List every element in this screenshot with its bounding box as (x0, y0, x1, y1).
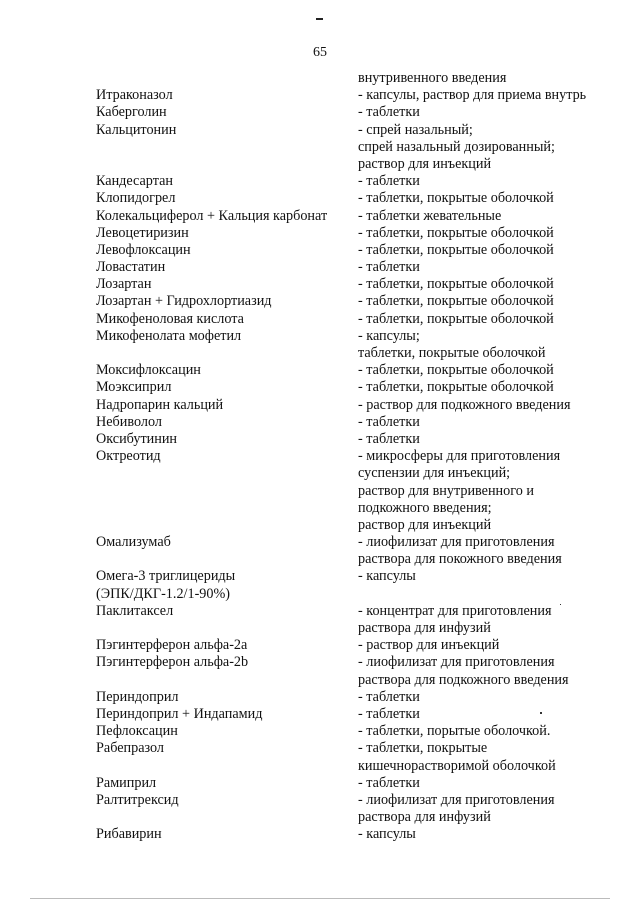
drug-name: Микофенолата мофетил (96, 327, 242, 344)
dosage-form: - таблетки, покрытые оболочкой (358, 241, 554, 258)
list-row (0, 431, 640, 448)
drug-name: Кандесартан (96, 173, 173, 190)
dosage-form: - лиофилизат для приготовления (358, 654, 555, 671)
drug-name: Омализумаб (96, 534, 171, 551)
list-row (0, 448, 640, 465)
dosage-form: - таблетки (358, 413, 420, 430)
list-row (0, 156, 640, 173)
drug-name: Микофеноловая кислота (96, 310, 244, 327)
list-row (0, 534, 640, 551)
list-row (0, 379, 640, 396)
dosage-form: - концентрат для приготовления (358, 602, 552, 619)
list-row (0, 740, 640, 757)
list-row (0, 637, 640, 654)
list-row (0, 397, 640, 414)
dosage-form: - таблетки жевательные (358, 207, 502, 224)
dosage-form: раствор для инъекций (358, 516, 492, 533)
dosage-form: - капсулы, раствор для приема внутрь (358, 87, 587, 104)
scan-speck (540, 712, 542, 714)
drug-name: Небиволол (96, 413, 162, 430)
dosage-form: - лиофилизат для приготовления (358, 791, 555, 808)
list-row (0, 706, 640, 723)
dosage-form: - таблетки, покрытые оболочкой (358, 190, 554, 207)
dosage-form: - таблетки, покрытые оболочкой (358, 379, 554, 396)
dosage-form: спрей назальный дозированный; (358, 138, 555, 155)
list-row (0, 276, 640, 293)
drug-name: Пэгинтерферон альфа-2а (96, 637, 248, 654)
dosage-form: - таблетки, покрытые (358, 740, 488, 757)
dosage-form: - капсулы (358, 826, 416, 843)
drug-name: Пефлоксацин (96, 723, 178, 740)
list-row (0, 689, 640, 706)
dosage-form: - таблетки (358, 688, 420, 705)
dosage-form: - таблетки, покрытые оболочкой (358, 224, 554, 241)
drug-name: Рибавирин (96, 826, 162, 843)
drug-name: Левоцетиризин (96, 224, 189, 241)
drug-name: Периндоприл + Индапамид (96, 705, 263, 722)
list-row (0, 792, 640, 809)
list-row (0, 620, 640, 637)
drug-name: Ралтитрексид (96, 791, 179, 808)
dosage-form: - таблетки, покрытые оболочкой (358, 276, 554, 293)
list-row (0, 568, 640, 585)
drug-name: Рабепразол (96, 740, 165, 757)
dosage-form: внутривенного введения (358, 70, 507, 86)
list-row (0, 809, 640, 826)
drug-name: Ловастатин (96, 259, 166, 276)
dosage-form: - таблетки, покрытые оболочкой (358, 362, 554, 379)
list-row (0, 345, 640, 362)
list-row (0, 775, 640, 792)
list-row (0, 586, 640, 603)
list-row (0, 654, 640, 671)
list-row (0, 723, 640, 740)
drug-list (0, 70, 640, 843)
list-row (0, 517, 640, 534)
dosage-form: раствора для подкожного введения (358, 671, 569, 688)
list-row (0, 328, 640, 345)
dosage-form: раствор для внутривенного и (358, 482, 534, 499)
dosage-form: - капсулы; (358, 327, 420, 344)
dosage-form: - таблетки, покрытые оболочкой (358, 310, 554, 327)
dosage-form: - микросферы для приготовления (358, 448, 561, 465)
dosage-form: - таблетки, покрытые оболочкой (358, 293, 554, 310)
list-row (0, 122, 640, 139)
list-row (0, 826, 640, 843)
list-row (0, 362, 640, 379)
drug-name: Моксифлоксацин (96, 362, 201, 379)
list-row (0, 311, 640, 328)
drug-name: Октреотид (96, 448, 161, 465)
dosage-form: суспензии для инъекций; (358, 465, 511, 482)
dosage-form: - таблетки (358, 104, 420, 121)
dosage-form: раствор для инъекций (358, 155, 492, 172)
dosage-form: - капсулы (358, 568, 416, 585)
list-row (0, 758, 640, 775)
drug-name: Паклитаксел (96, 602, 174, 619)
drug-name: Омега-3 триглицериды (96, 568, 236, 585)
drug-name: Рамиприл (96, 774, 157, 791)
drug-name: Левофлоксацин (96, 241, 191, 258)
list-row (0, 465, 640, 482)
dosage-form: раствора для инфузий (358, 809, 491, 826)
page-number: 65 (313, 45, 327, 60)
dosage-form: - таблетки (358, 430, 420, 447)
list-row (0, 672, 640, 689)
dosage-form: - спрей назальный; (358, 121, 473, 138)
list-row (0, 551, 640, 568)
list-row (0, 603, 640, 620)
list-row (0, 173, 640, 190)
drug-name: Кальцитонин (96, 121, 177, 138)
drug-name: Периндоприл (96, 688, 179, 705)
dosage-form: - таблетки (358, 705, 420, 722)
list-row (0, 293, 640, 310)
dosage-form: - лиофилизат для приготовления (358, 534, 555, 551)
dosage-form: - таблетки (358, 259, 420, 276)
dosage-form: кишечнорастворимой оболочкой (358, 757, 556, 774)
drug-name: Колекальциферол + Кальция карбонат (96, 207, 328, 224)
list-row (0, 70, 640, 87)
dosage-form: - раствор для инъекций (358, 637, 500, 654)
drug-name: Пэгинтерферон альфа-2b (96, 654, 249, 671)
drug-name: Клопидогрел (96, 190, 176, 207)
drug-name: Каберголин (96, 104, 167, 121)
list-row (0, 87, 640, 104)
drug-name: Итраконазол (96, 87, 173, 104)
dosage-form: подкожного введения; (358, 499, 492, 516)
dosage-form: таблетки, покрытые оболочкой (358, 345, 546, 361)
list-row (0, 104, 640, 121)
list-row (0, 483, 640, 500)
list-row (0, 242, 640, 259)
list-row (0, 190, 640, 207)
dosage-form: - раствор для подкожного введения (358, 396, 571, 413)
drug-name: (ЭПК/ДКГ-1.2/1-90%) (96, 585, 231, 602)
dosage-form: - таблетки, порытые оболочкой. (358, 723, 551, 740)
drug-name: Оксибутинин (96, 430, 178, 447)
list-row (0, 500, 640, 517)
drug-name: Моэксиприл (96, 379, 172, 396)
scan-edge-line (30, 898, 610, 899)
list-row (0, 139, 640, 156)
drug-name: Лозартан + Гидрохлортиазид (96, 293, 272, 310)
dosage-form: раствора для инфузий (358, 620, 491, 636)
list-row (0, 225, 640, 242)
list-row (0, 259, 640, 276)
dosage-form: - таблетки (358, 774, 420, 791)
drug-name: Лозартан (96, 276, 152, 293)
dosage-form: - таблетки (358, 173, 420, 190)
drug-name: Надропарин кальций (96, 396, 224, 413)
list-row (0, 414, 640, 431)
scan-speck (560, 604, 561, 605)
scan-mark (316, 18, 323, 20)
dosage-form: раствора для покожного введения (358, 551, 562, 568)
list-row (0, 208, 640, 225)
